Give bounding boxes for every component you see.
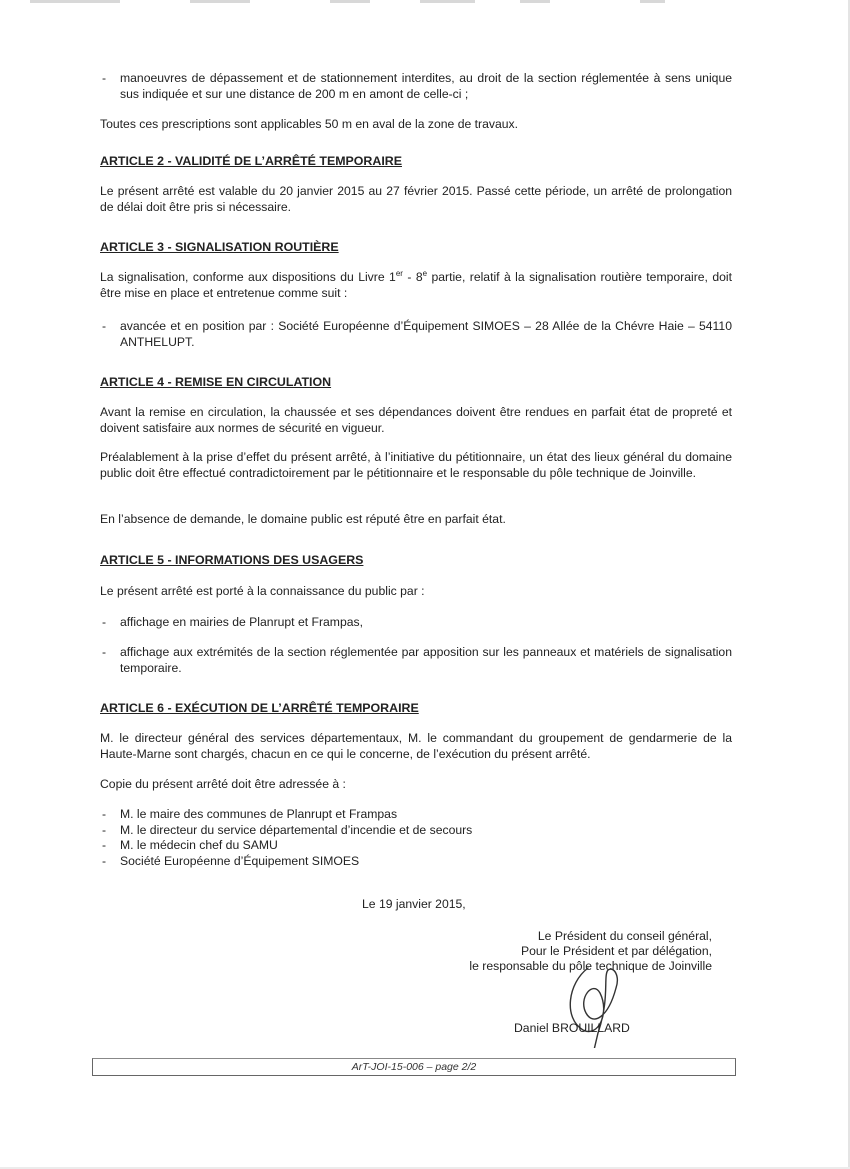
article-4-heading: ARTICLE 4 - REMISE EN CIRCULATION	[100, 375, 332, 389]
article-6-text: M. le directeur général des services départementaux, M. le commandant du groupement de gendarmerie de la Haute-Marne sont chargés, chacun en ce qui le concerne, de l’exécution du présent arrêté.	[100, 731, 732, 761]
article-4-text-2: Préalablement à la prise d’effet du présent arrêté, à l’initiative du pétitionnaire, un état des lieux général du domaine public doit être effectué contradictoirement par le pétitionnaire et le responsable du pôle technique de Joinville.	[100, 450, 732, 480]
recipients-list	[100, 807, 732, 869]
page-footer	[92, 1058, 736, 1076]
signature-line-3: le responsable du pôle technique de Joinville	[469, 959, 712, 973]
signatory-name: Daniel BROUILLARD	[514, 1021, 630, 1035]
article-4-p2	[100, 450, 732, 481]
article-5-intro-text: Le présent arrêté est porté à la connaissance du public par :	[100, 584, 425, 598]
article-3-sup-1: er	[395, 268, 403, 278]
list-item	[100, 838, 732, 854]
article-3-bullet-text: avancée et en position par : Société Européenne d’Équipement SIMOES – 28 Allée de la Chévre Haie – 54110 ANTHELUPT.	[120, 319, 732, 349]
article-2-text: Le présent arrêté est valable du 20 janvier 2015 au 27 février 2015. Passé cette période, un arrêté de prolongation de délai doit être pris si nécessaire.	[100, 184, 732, 214]
bullet-dash: -	[102, 71, 107, 85]
recipient-text: Société Européenne d’Équipement SIMOES	[120, 853, 360, 868]
article-3-body	[100, 270, 732, 301]
scan-top-edge	[0, 0, 850, 10]
bullet-dash: -	[102, 822, 107, 837]
article-3-text-b: - 8	[402, 270, 423, 284]
bullet-dash: -	[102, 645, 107, 659]
list-item	[100, 823, 732, 839]
footer-reference: ArT-JOI-15-006 – page 2/2	[351, 1061, 477, 1073]
bullet-dash: -	[102, 319, 107, 333]
article-6	[100, 701, 732, 717]
article-3-text-c: partie, relatif à la signalisation routière temporaire, doit être mise en place et entretenue comme suit :	[100, 270, 733, 300]
bullet-dash: -	[102, 615, 107, 629]
article-5	[100, 553, 732, 569]
list-item	[100, 807, 732, 823]
copy-intro-text: Copie du présent arrêté doit être adressée à :	[100, 777, 346, 791]
prescriptions-text: Toutes ces prescriptions sont applicables 50 m en aval de la zone de travaux.	[100, 117, 518, 131]
article-2-body	[100, 184, 732, 215]
article-3-text	[100, 270, 732, 301]
recipient-text: M. le directeur du service départemental d’incendie et de secours	[120, 822, 473, 837]
article-6-copy-intro	[100, 777, 732, 793]
article-4	[100, 375, 732, 391]
recipient-text: M. le maire des communes de Planrupt et Frampas	[120, 807, 398, 821]
bullet-dash: -	[102, 838, 107, 852]
article-5-bullet-1	[100, 615, 732, 631]
prescriptions-paragraph	[100, 117, 732, 133]
list-item: affichage aux extrémités de la section réglementée par apposition sur les panneaux et matériels de signalisation temporaire.	[120, 645, 732, 675]
article-4-text-1: Avant la remise en circulation, la chaussée et ses dépendances doivent être rendues en parfait état de propreté et doivent satisfaire aux normes de sécurité en vigueur.	[100, 405, 732, 435]
article-2	[100, 154, 732, 170]
article-3-text-a: La signalisation, conforme aux dispositions du Livre 1	[100, 270, 396, 284]
article-3-sup-2: e	[422, 268, 428, 278]
top-bullet	[100, 71, 732, 102]
bullet-dash: -	[102, 853, 107, 868]
article-5-bullet-2	[100, 645, 732, 676]
article-6-p1	[100, 731, 732, 762]
signature-date: Le 19 janvier 2015,	[362, 897, 466, 911]
article-2-heading: ARTICLE 2 - VALIDITÉ DE L’ARRÊTÉ TEMPORAIRE	[100, 154, 402, 168]
bullet-text: manoeuvres de dépassement et de stationnement interdites, au droit de la section réglementée à sens unique sus indiquée et sur une distance de 200 m en amont de celle-ci ;	[120, 71, 732, 101]
article-3	[100, 240, 732, 256]
signature-line-2: Pour le Président et par délégation,	[520, 944, 712, 958]
list-item	[100, 854, 732, 870]
article-3-heading: ARTICLE 3 - SIGNALISATION ROUTIÈRE	[100, 240, 339, 254]
article-4-p1	[100, 405, 732, 436]
list-item: affichage en mairies de Planrupt et Frampas,	[120, 615, 363, 629]
article-5-heading: ARTICLE 5 - INFORMATIONS DES USAGERS	[100, 553, 364, 567]
bullet-dash: -	[102, 807, 107, 821]
recipient-text: M. le médecin chef du SAMU	[120, 838, 278, 852]
article-6-heading: ARTICLE 6 - EXÉCUTION DE L’ARRÊTÉ TEMPORAIRE	[100, 701, 419, 715]
article-3-bullet	[100, 319, 732, 350]
signature-line-1: Le Président du conseil général,	[537, 929, 712, 943]
article-4-p3	[100, 512, 732, 528]
article-4-text-3: En l’absence de demande, le domaine public est réputé être en parfait état.	[100, 512, 506, 526]
article-5-intro	[100, 584, 732, 600]
